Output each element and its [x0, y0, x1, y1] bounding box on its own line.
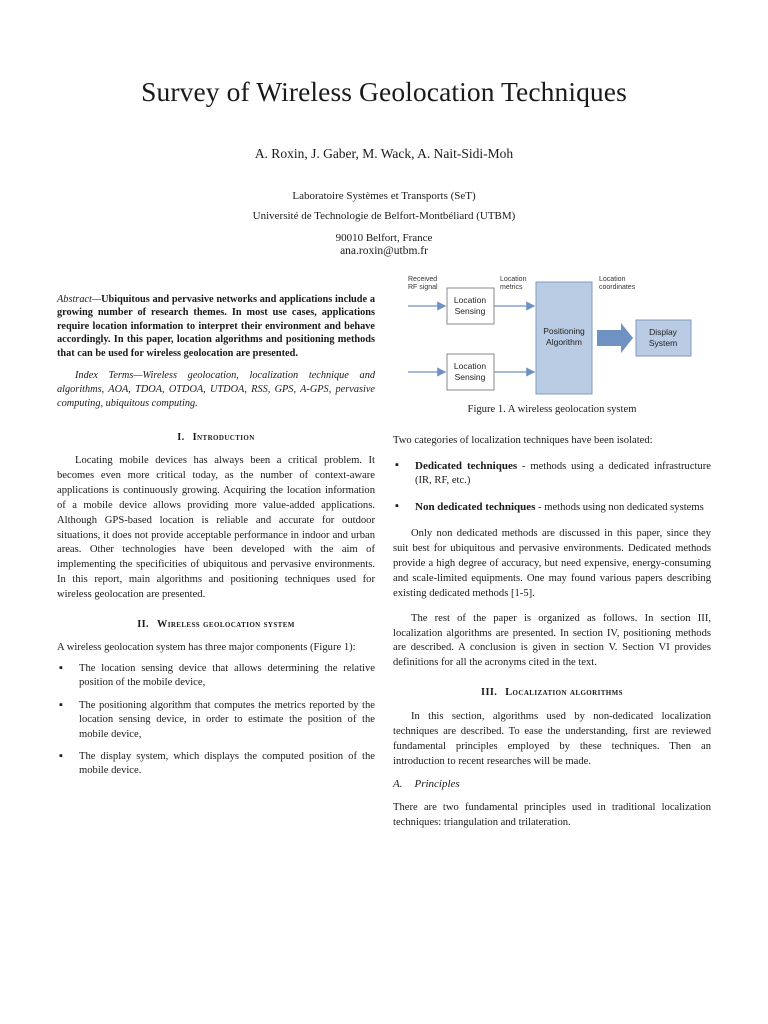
paper-title: Survey of Wireless Geolocation Techniques: [141, 76, 627, 107]
section-heading-wireless-geolocation: II. Wireless geolocation system: [137, 619, 295, 631]
abstract-lead: Abstract—: [57, 294, 102, 305]
list-item: ▪ Dedicated techniques - methods using a dedicated infrastructure (IR, RF, etc.): [393, 459, 711, 489]
abstract: [57, 293, 375, 360]
figure-caption: Figure 1. A wireless geolocation system: [467, 404, 637, 415]
label-location-metrics: Location metrics: [500, 276, 527, 291]
list-item: ▪ The display system, which displays the computed position of the mobile device.: [57, 750, 375, 779]
output-arrow: [597, 323, 633, 353]
principles-text: There are two fundamental principles used in traditional localization techniques: triangulation and trilateration.: [393, 801, 711, 828]
left-column: [57, 293, 375, 779]
list-item: ▪ The location sensing device that allows determining the relative position of the mobile device,: [57, 662, 375, 691]
paper-authors: A. Roxin, J. Gaber, M. Wack, A. Nait-Sidi-Moh: [254, 146, 514, 161]
list-item: ▪ Non dedicated techniques - methods using non dedicated systems: [393, 500, 711, 515]
affiliation-university: Université de Technologie de Belfort-Montbéliard (UTBM): [252, 210, 516, 222]
geolocation-system-figure: [403, 268, 697, 398]
right-column: [393, 434, 711, 831]
organization-paragraph: The rest of the paper is organized as follows. In section III, localization algorithms are presented. In section IV, positioning methods are described. A conclusion is given in section V. Section VI provides definitions for all the acronyms cited in the text.: [393, 612, 711, 669]
author-email[interactable]: ana.roxin@utbm.fr: [340, 245, 428, 257]
section-heading-localization-algorithms: III. Localization algorithms: [481, 687, 623, 699]
list-item: ▪ The positioning algorithm that computes the metrics reported by the location sensing device, in order to estimate the position of the mobile device,: [57, 699, 375, 742]
label-received-rf: Received RF signal: [408, 276, 438, 291]
location-sensing-label-2: Location Sensing: [453, 361, 487, 382]
non-dedicated-paragraph: Only non dedicated methods are discussed in this paper, since they suit best for ubiquitous and pervasive environments. Dedicated methods provide a high degree of accuracy, but need expensive, energy-consuming and scale-limited equipments. One may found various papers describing existing dedicated methods [1-5].: [393, 528, 711, 599]
section-heading-introduction: I. Introduction: [177, 432, 255, 444]
introduction-text: Locating mobile devices has always been a critical problem. It becomes even more critical today, as the number of context-aware applications is continuously growing. Acquiring the location information of a mobile device allows providing more value-added applications. Although GPS-based location is reliable and accurate for outdoor situations, it does not provide acceptable performance in indoor and urban areas. Other technologies have been developed with the aim of implementing the specificities of ubiquitous and pervasive environments. In this report, main algorithms and positioning techniques used for wireless geolocation are presented.: [57, 455, 375, 601]
localization-algorithms-text: In this section, algorithms used by non-dedicated localization techniques are described. To ease the understanding, first are reviewed fundamental principles employed by these techniques. Then an introduction to recent researches will be made.: [393, 711, 711, 767]
display-system-label: Display System: [648, 327, 678, 348]
label-location-coordinates: Location coordinates: [599, 276, 636, 291]
positioning-algorithm-label: Positioning Algorithm: [543, 326, 585, 347]
affiliation-address: 90010 Belfort, France: [335, 232, 433, 244]
component-list: [57, 662, 375, 779]
system-intro: A wireless geolocation system has three major components (Figure 1):: [57, 642, 356, 654]
subsection-heading-principles: A. Principles: [393, 777, 460, 790]
categories-intro: Two categories of localization techniques have been isolated:: [393, 435, 653, 446]
affiliation-lab: Laboratoire Systèmes et Transports (SeT): [292, 190, 476, 202]
location-sensing-label-1: Location Sensing: [453, 295, 487, 316]
index-terms: Index Terms—Wireless geolocation, localization technique and algorithms, AOA, TDOA, OTDOA, UTDOA, RSS, GPS, A-GPS, pervasive computing, ubiquitous computing.: [57, 370, 375, 410]
abstract-text: Ubiquitous and pervasive networks and applications include a growing number of research themes. In most use cases, applications require location information to interpret their environment and behave accordingly. In this paper, location algorithms and positioning methods that can be used for wireless geolocation are presented.: [57, 294, 375, 359]
categories-list: [393, 459, 711, 515]
